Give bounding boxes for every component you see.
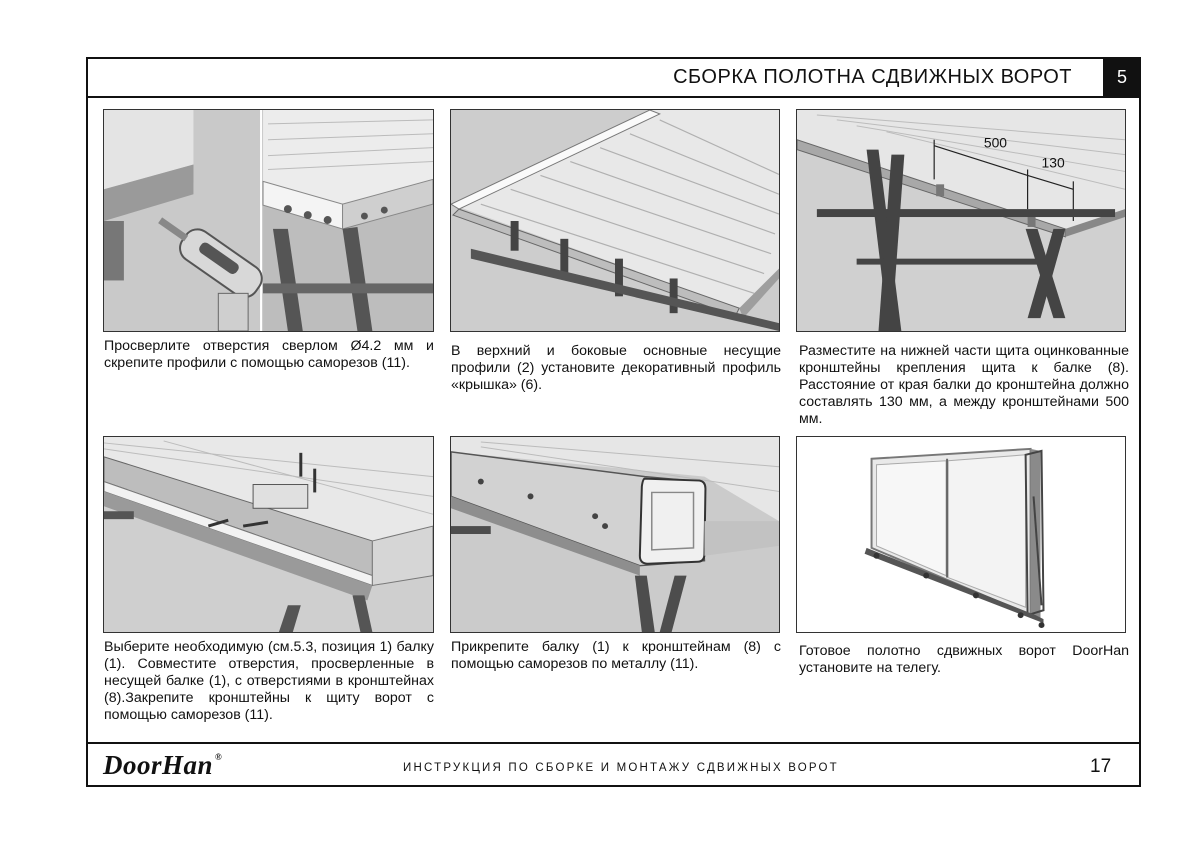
- step-5-illustration: [450, 436, 780, 633]
- beam-alignment-illustration: [104, 437, 433, 632]
- finished-gate-illustration: [797, 437, 1125, 632]
- footer-caption: ИНСТРУКЦИЯ ПО СБОРКЕ И МОНТАЖУ СДВИЖНЫХ ВОРОТ: [403, 762, 839, 774]
- header-rule: [86, 96, 1141, 98]
- step-4-illustration: [103, 436, 434, 633]
- section-title: СБОРКА ПОЛОТНА СДВИЖНЫХ ВОРОТ: [673, 66, 1072, 88]
- page-number: 17: [1090, 756, 1112, 777]
- bracket-layout-illustration: [797, 110, 1125, 331]
- step-1-illustration: [103, 109, 434, 332]
- step-3-illustration: [796, 109, 1126, 332]
- doorhan-logo: [103, 750, 222, 781]
- step-6-illustration: [796, 436, 1126, 633]
- step-5-caption: Прикрепите балку (1) к кронштейнам (8) с помощью саморезов по металлу (11).: [451, 639, 781, 672]
- footer-rule: [86, 742, 1141, 744]
- step-3-caption: Разместите на нижней части щита оцинкованные кронштейны крепления щита к балке (8). Расстояние от края балки до кронштейна должно составлять 130 мм, а между кронштейнами 500 мм.: [799, 343, 1129, 427]
- section-number: 5: [1103, 57, 1141, 97]
- drilling-illustration: [104, 110, 433, 331]
- dimension-130: 130: [1041, 154, 1065, 171]
- beam-fastening-illustration: [451, 437, 779, 632]
- dimension-500: 500: [983, 134, 1008, 151]
- step-6-caption: Готовое полотно сдвижных ворот DoorHan установите на телегу.: [799, 643, 1129, 676]
- step-2-illustration: [450, 109, 780, 332]
- cap-profile-illustration: [451, 110, 779, 331]
- step-1-caption: Просверлите отверстия сверлом Ø4.2 мм и скрепите профили с помощью саморезов (11).: [104, 338, 434, 371]
- step-2-caption: В верхний и боковые основные несущие профили (2) установите декоративный профиль «крышка» (6).: [451, 343, 781, 393]
- logo-text: DoorHan: [103, 750, 214, 780]
- registered-mark: ®: [215, 752, 223, 762]
- step-4-caption: Выберите необходимую (см.5.3, позиция 1) балку (1). Совместите отверстия, просверленные в несущей балке (1), с отверстиями в кронштейнах (8).Закрепите кронштейны к щиту ворот с помощью саморезов (11).: [104, 639, 434, 723]
